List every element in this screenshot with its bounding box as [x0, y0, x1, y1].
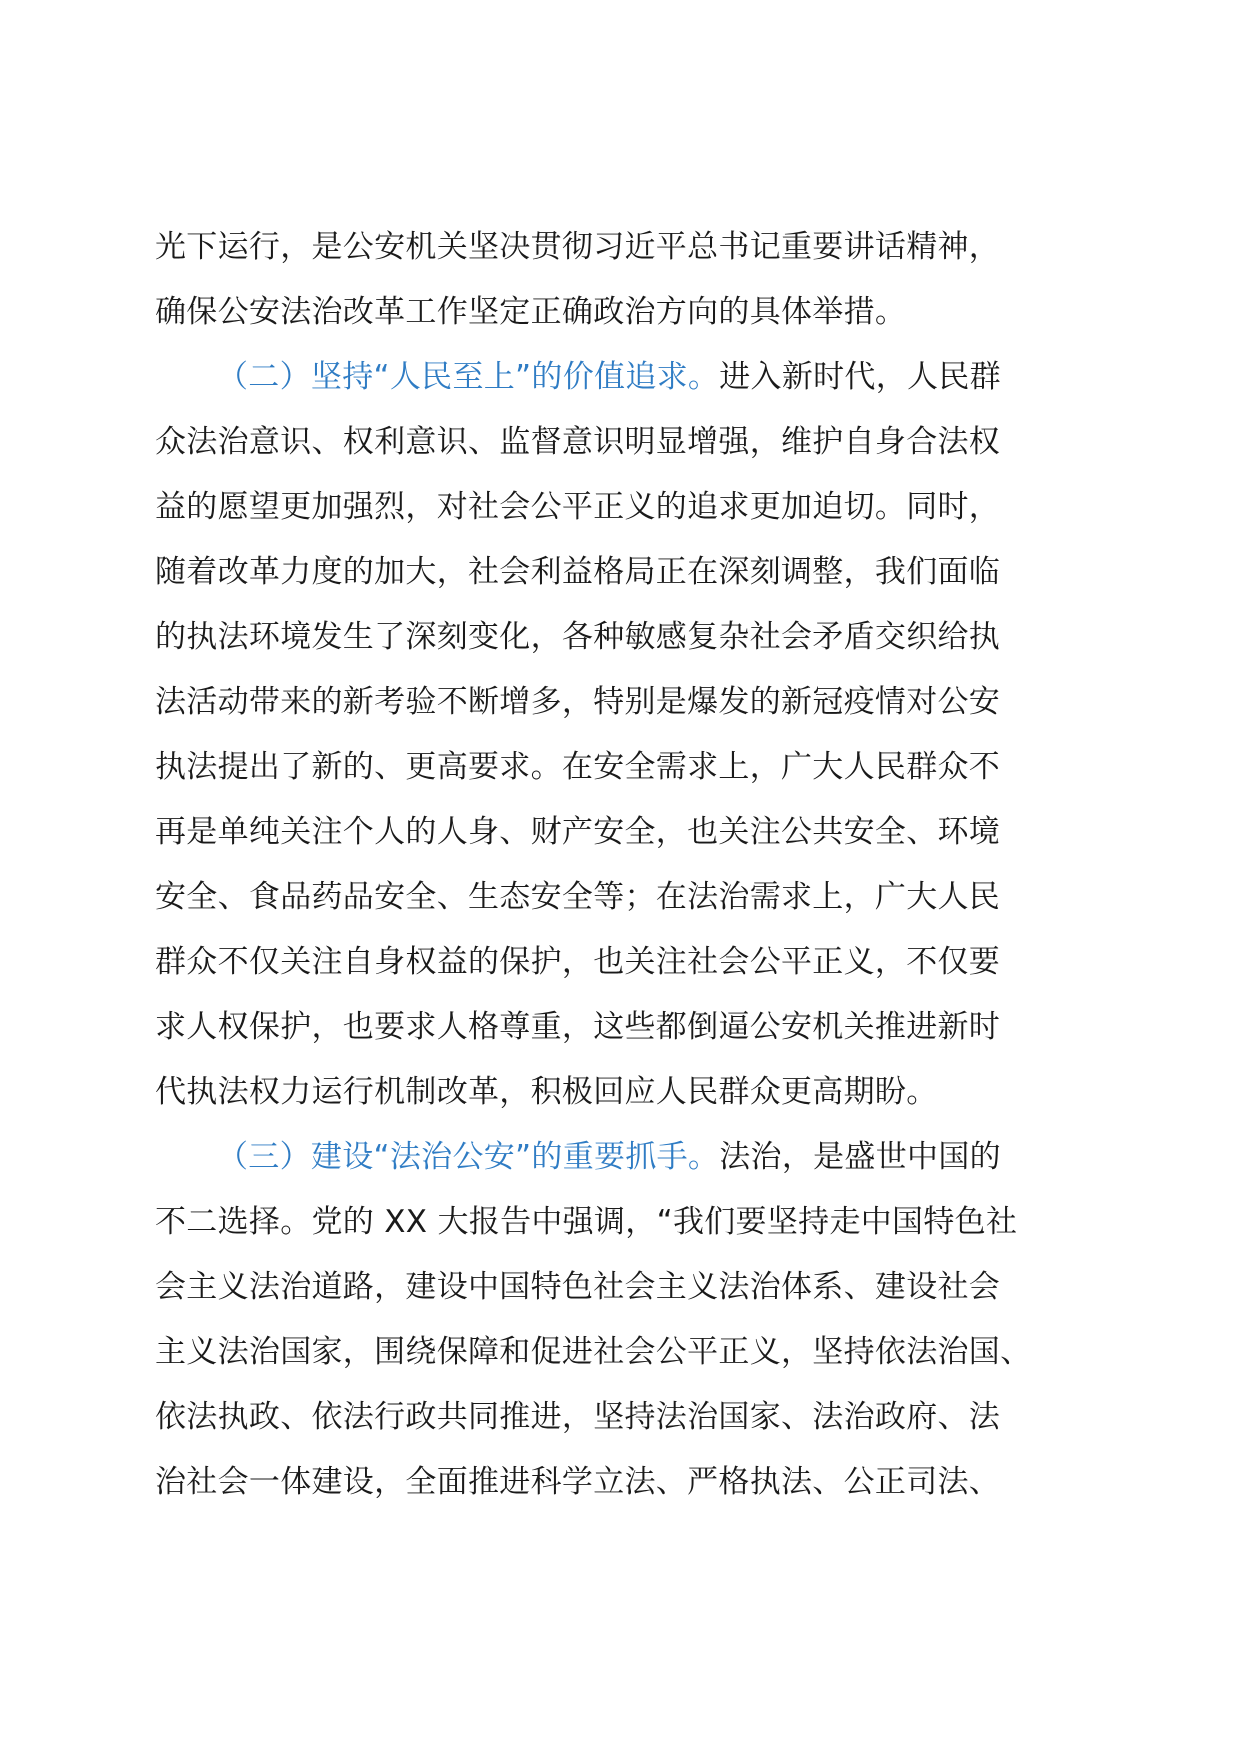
document-body [155, 215, 1090, 1515]
body-line: 治社会一体建设，全面推进科学立法、严格执法、公正司法、 [155, 1464, 1001, 1500]
body-line: 再是单纯关注个人的人身、财产安全，也关注公共安全、环境 [155, 814, 1001, 850]
body-line: 求人权保护，也要求人格尊重，这些都倒逼公安机关推进新时 [155, 1009, 1001, 1045]
body-line: 主义法治国家，围绕保障和促进社会公平正义，坚持依法治国、 [155, 1334, 1032, 1370]
body-line: 群众不仅关注自身权益的保护，也关注社会公平正义，不仅要 [155, 944, 1001, 980]
section-2-first-line-text: 进入新时代，人民群 [719, 359, 1001, 395]
body-line: 众法治意识、权利意识、监督意识明显增强，维护自身合法权 [155, 424, 1001, 460]
section-2-first-line [155, 345, 1090, 410]
section-3-heading: （三）建设“法治公安”的重要抓手。 [217, 1139, 720, 1175]
section-2-heading: （二）坚持“人民至上”的价值追求。 [217, 359, 720, 395]
body-line: 代执法权力运行机制改革，积极回应人民群众更高期盼。 [155, 1074, 938, 1110]
body-line: 的执法环境发生了深刻变化，各种敏感复杂社会矛盾交织给执 [155, 619, 1001, 655]
body-line: 法活动带来的新考验不断增多，特别是爆发的新冠疫情对公安 [155, 684, 1001, 720]
body-line: 不二选择。党的 XX 大报告中强调，“我们要坚持走中国特色社 [155, 1204, 1018, 1240]
body-line: 执法提出了新的、更高要求。在安全需求上，广大人民群众不 [155, 749, 1001, 785]
body-line: 安全、食品药品安全、生态安全等；在法治需求上，广大人民 [155, 879, 1001, 915]
body-line: 会主义法治道路，建设中国特色社会主义法治体系、建设社会 [155, 1269, 1001, 1305]
body-line: 益的愿望更加强烈，对社会公平正义的追求更加迫切。同时， [155, 489, 1001, 525]
section-3-first-line-text: 法治，是盛世中国的 [719, 1139, 1001, 1175]
section-3-first-line [155, 1125, 1090, 1190]
body-line: 确保公安法治改革工作坚定正确政治方向的具体举措。 [155, 294, 907, 330]
body-line: 光下运行，是公安机关坚决贯彻习近平总书记重要讲话精神， [155, 229, 1001, 265]
body-line: 依法执政、依法行政共同推进，坚持法治国家、法治政府、法 [155, 1399, 1001, 1435]
body-line: 随着改革力度的加大，社会利益格局正在深刻调整，我们面临 [155, 554, 1001, 590]
